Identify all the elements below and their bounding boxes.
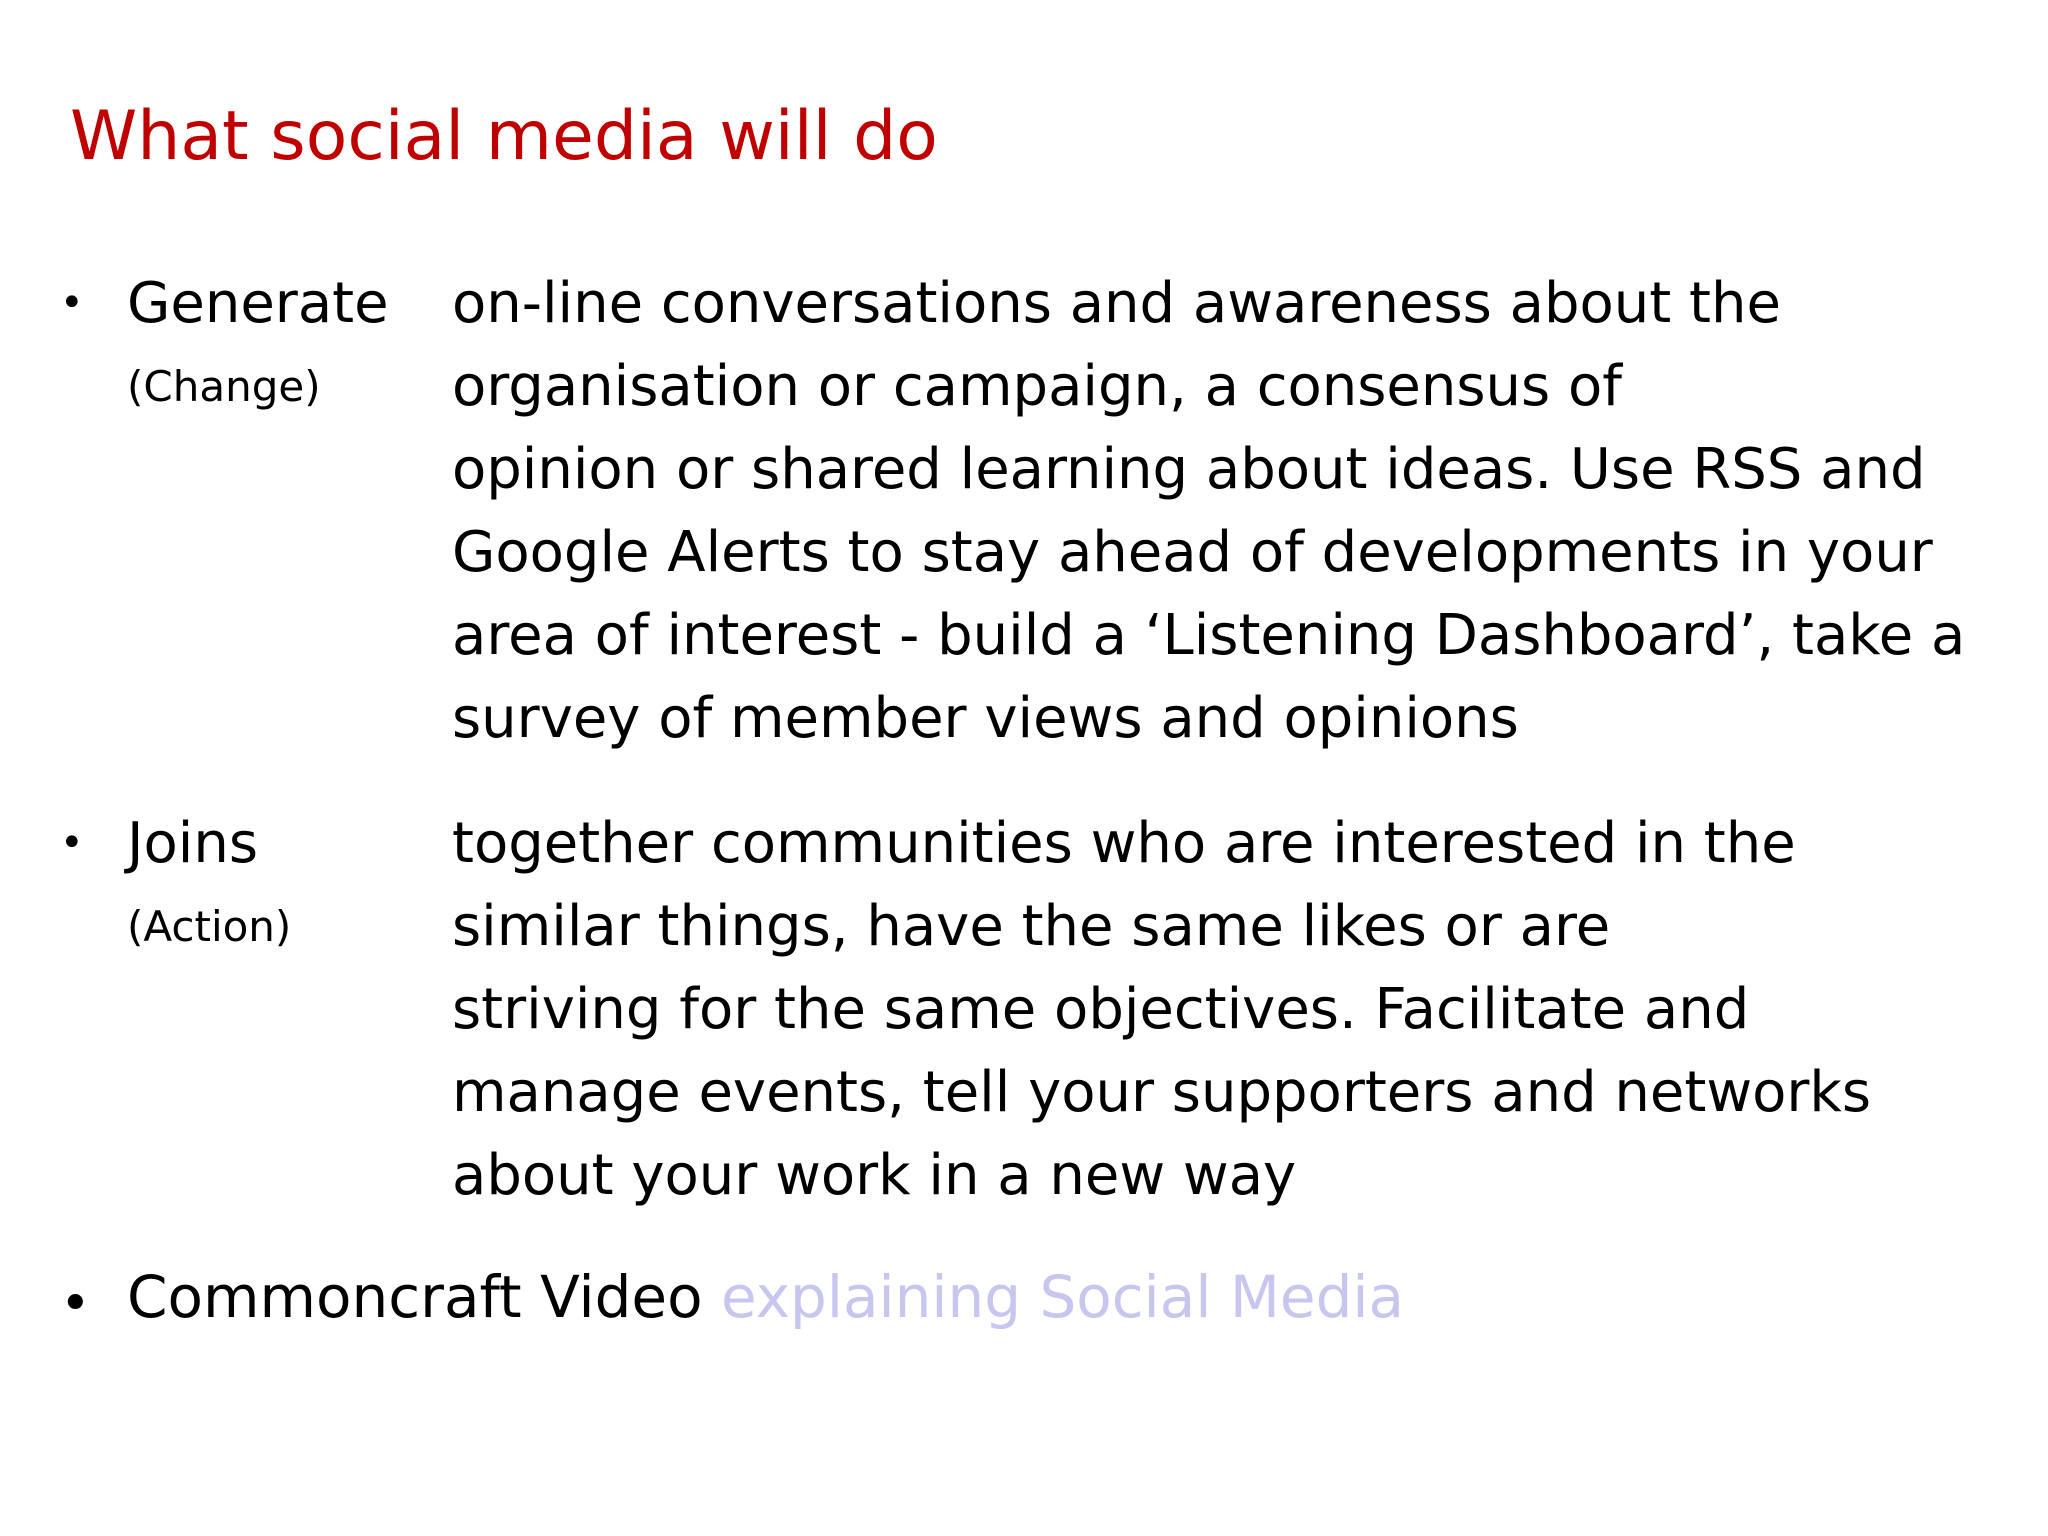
joins-description <box>452 802 2012 1217</box>
bullet-icon: • <box>60 820 84 866</box>
description-line: organisation or campaign, a consensus of <box>452 354 1622 419</box>
slide-title: What social media will do <box>70 97 938 176</box>
term-joins-subtitle: (Action) <box>127 902 292 951</box>
description-line: together communities who are interested in the <box>452 811 1796 876</box>
description-line: survey of member views and opinions <box>452 686 1519 751</box>
bullet-icon: • <box>60 1274 91 1334</box>
description-line: opinion or shared learning about ideas. Use RSS and <box>452 437 1926 502</box>
term-joins: Joins <box>127 811 259 876</box>
description-line: area of interest - build a ‘Listening Dashboard’, take a <box>452 603 1966 668</box>
description-line: about your work in a new way <box>452 1143 1297 1208</box>
bullet-icon: • <box>60 280 84 326</box>
description-line: striving for the same objectives. Facilitate and <box>452 977 1750 1042</box>
description-line: Google Alerts to stay ahead of developments in your <box>452 520 1933 585</box>
term-generate-subtitle: (Change) <box>127 362 321 411</box>
commoncraft-item <box>127 1256 1404 1339</box>
description-line: similar things, have the same likes or are <box>452 894 1611 959</box>
generate-description <box>452 262 2012 760</box>
description-line: on-line conversations and awareness about the <box>452 271 1781 336</box>
description-line: manage events, tell your supporters and networks <box>452 1060 1872 1125</box>
commoncraft-text: Commoncraft Video <box>127 1263 722 1331</box>
term-generate: Generate <box>127 271 389 336</box>
social-media-video-link[interactable]: explaining Social Media <box>721 1263 1405 1331</box>
